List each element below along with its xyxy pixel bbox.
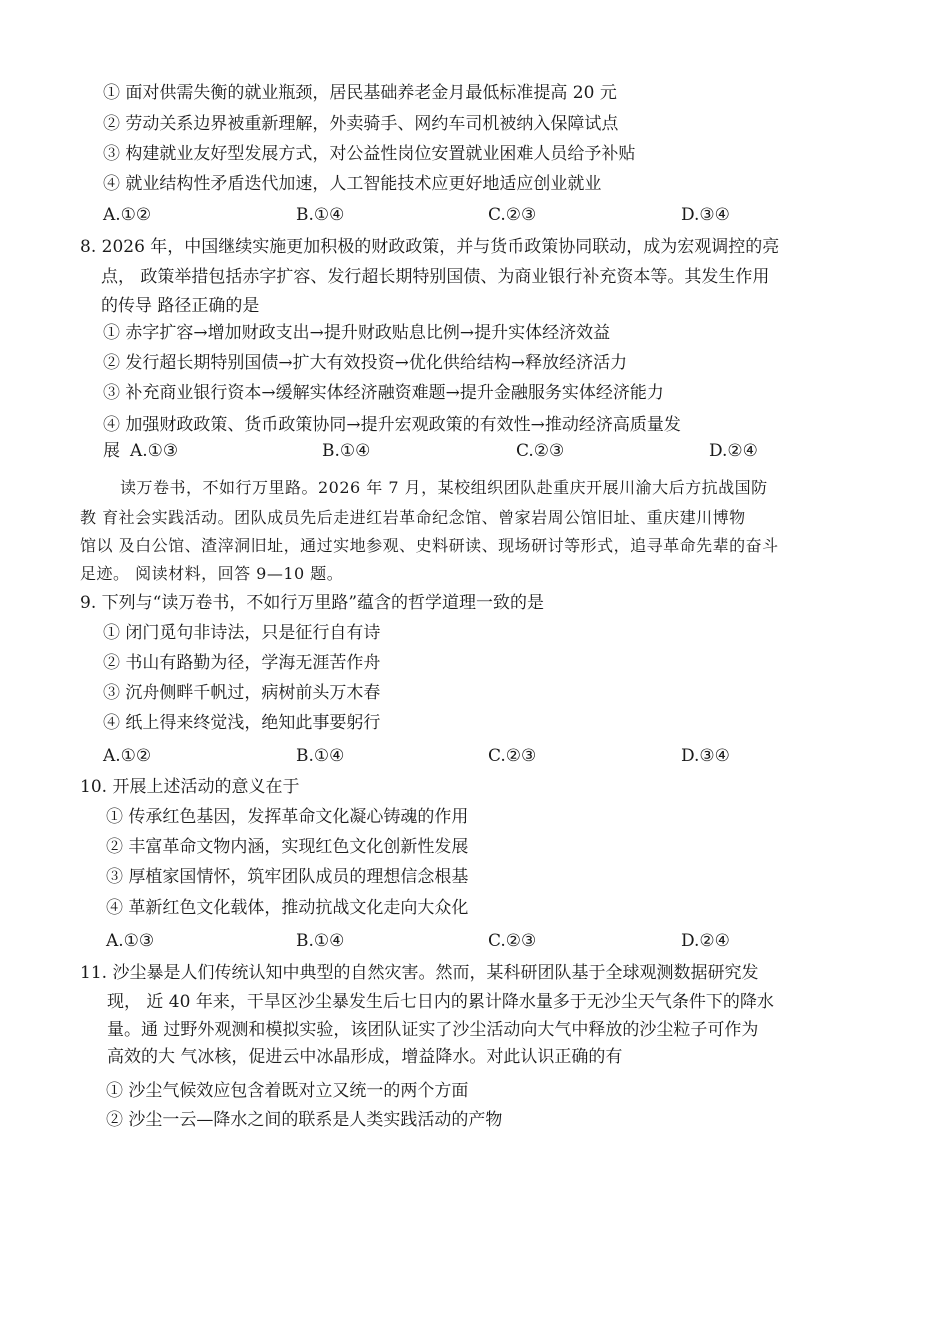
q7-item-2: ② 劳动关系边界被重新理解，外卖骑手、网约车司机被纳入保障试点 — [103, 114, 619, 134]
q10-stem: 10. 开展上述活动的意义在于 — [80, 777, 300, 797]
q9-item-1: ① 闭门觅句非诗法，只是征行自有诗 — [103, 623, 381, 643]
q10-item-1: ① 传承红色基因，发挥革命文化凝心铸魂的作用 — [106, 807, 469, 827]
q10-option-d: D.②④ — [681, 931, 730, 951]
q10-option-c: C.②③ — [488, 931, 537, 951]
passage-line-3: 馆以 及白公馆、渣滓洞旧址，通过实地参观、史料研读、现场研讨等形式，追寻革命先辈的奋斗 — [80, 536, 779, 555]
q10-option-a: A.①③ — [106, 931, 155, 951]
passage-line-1: 读万卷书，不如行万里路。2026 年 7 月，某校组织团队赴重庆开展川渝大后方抗战国防 — [120, 478, 768, 497]
q7-item-4: ④ 就业结构性矛盾迭代加速，人工智能技术应更好地适应创业就业 — [103, 174, 602, 194]
q7-option-c: C.②③ — [488, 205, 537, 225]
q8-stem-line-3: 的传导 路径正确的是 — [101, 296, 260, 316]
q9-option-a: A.①② — [103, 746, 152, 766]
q9-item-2: ② 书山有路勤为径，学海无涯苦作舟 — [103, 653, 381, 673]
q9-stem: 9. 下列与“读万卷书，不如行万里路”蕴含的哲学道理一致的是 — [80, 593, 545, 613]
q8-option-d: D.②④ — [709, 441, 758, 461]
q8-stem-line-2: 点， 政策举措包括赤字扩容、发行超长期特别国债、为商业银行补充资本等。其发生作用 — [101, 267, 770, 287]
q8-option-c: C.②③ — [516, 441, 565, 461]
q8-item-4: ④ 加强财政政策、货币政策协同→提升宏观政策的有效性→推动经济高质量发 — [103, 415, 681, 435]
q11-item-1: ① 沙尘气候效应包含着既对立又统一的两个方面 — [106, 1081, 469, 1101]
q7-item-1: ① 面对供需失衡的就业瓶颈，居民基础养老金月最低标准提高 20 元 — [103, 83, 617, 103]
q11-stem-line-3: 量。通 过野外观测和模拟实验，该团队证实了沙尘活动向大气中释放的沙尘粒子可作为 — [107, 1020, 759, 1040]
q8-stem-line-1: 8. 2026 年，中国继续实施更加积极的财政政策，并与货币政策协同联动，成为宏观调控的亮 — [80, 237, 780, 257]
q8-option-b: B.①④ — [322, 441, 371, 461]
q11-item-2: ② 沙尘一云—降水之间的联系是人类实践活动的产物 — [106, 1110, 503, 1130]
q8-item-2: ② 发行超长期特别国债→扩大有效投资→优化供给结构→释放经济活力 — [103, 353, 628, 373]
q7-option-d: D.③④ — [681, 205, 730, 225]
q10-item-4: ④ 革新红色文化载体，推动抗战文化走向大众化 — [106, 898, 469, 918]
q9-option-b: B.①④ — [296, 746, 345, 766]
q8-option-a: A.①③ — [130, 441, 179, 461]
q7-option-b: B.①④ — [296, 205, 345, 225]
q7-option-a: A.①② — [103, 205, 152, 225]
q11-stem-line-2: 现， 近 40 年来，干旱区沙尘暴发生后七日内的累计降水量多于无沙尘天气条件下的降水 — [107, 992, 774, 1012]
q11-stem-line-1: 11. 沙尘暴是人们传统认知中典型的自然灾害。然而，某科研团队基于全球观测数据研究发 — [80, 963, 759, 983]
q10-option-b: B.①④ — [296, 931, 345, 951]
q10-item-2: ② 丰富革命文物内涵，实现红色文化创新性发展 — [106, 837, 469, 857]
passage-line-4: 足迹。 阅读材料，回答 9—10 题。 — [80, 564, 344, 583]
q8-item-1: ① 赤字扩容→增加财政支出→提升财政贴息比例→提升实体经济效益 — [103, 323, 611, 343]
passage-line-2: 教 育社会实践活动。团队成员先后走进红岩革命纪念馆、曾家岩周公馆旧址、重庆建川博物 — [80, 508, 746, 527]
q9-item-4: ④ 纸上得来终觉浅，绝知此事要躬行 — [103, 713, 381, 733]
q9-item-3: ③ 沉舟侧畔千帆过，病树前头万木春 — [103, 683, 381, 703]
q11-stem-line-4: 高效的大 气冰核，促进云中冰晶形成，增益降水。对此认识正确的有 — [107, 1047, 623, 1067]
q7-item-3: ③ 构建就业友好型发展方式，对公益性岗位安置就业困难人员给予补贴 — [103, 144, 636, 164]
q9-option-d: D.③④ — [681, 746, 730, 766]
q8-item-3: ③ 补充商业银行资本→缓解实体经济融资难题→提升金融服务实体经济能力 — [103, 383, 664, 403]
q8-item-4-continued: 展 — [103, 441, 120, 461]
q10-item-3: ③ 厚植家国情怀，筑牢团队成员的理想信念根基 — [106, 867, 469, 887]
q9-option-c: C.②③ — [488, 746, 537, 766]
